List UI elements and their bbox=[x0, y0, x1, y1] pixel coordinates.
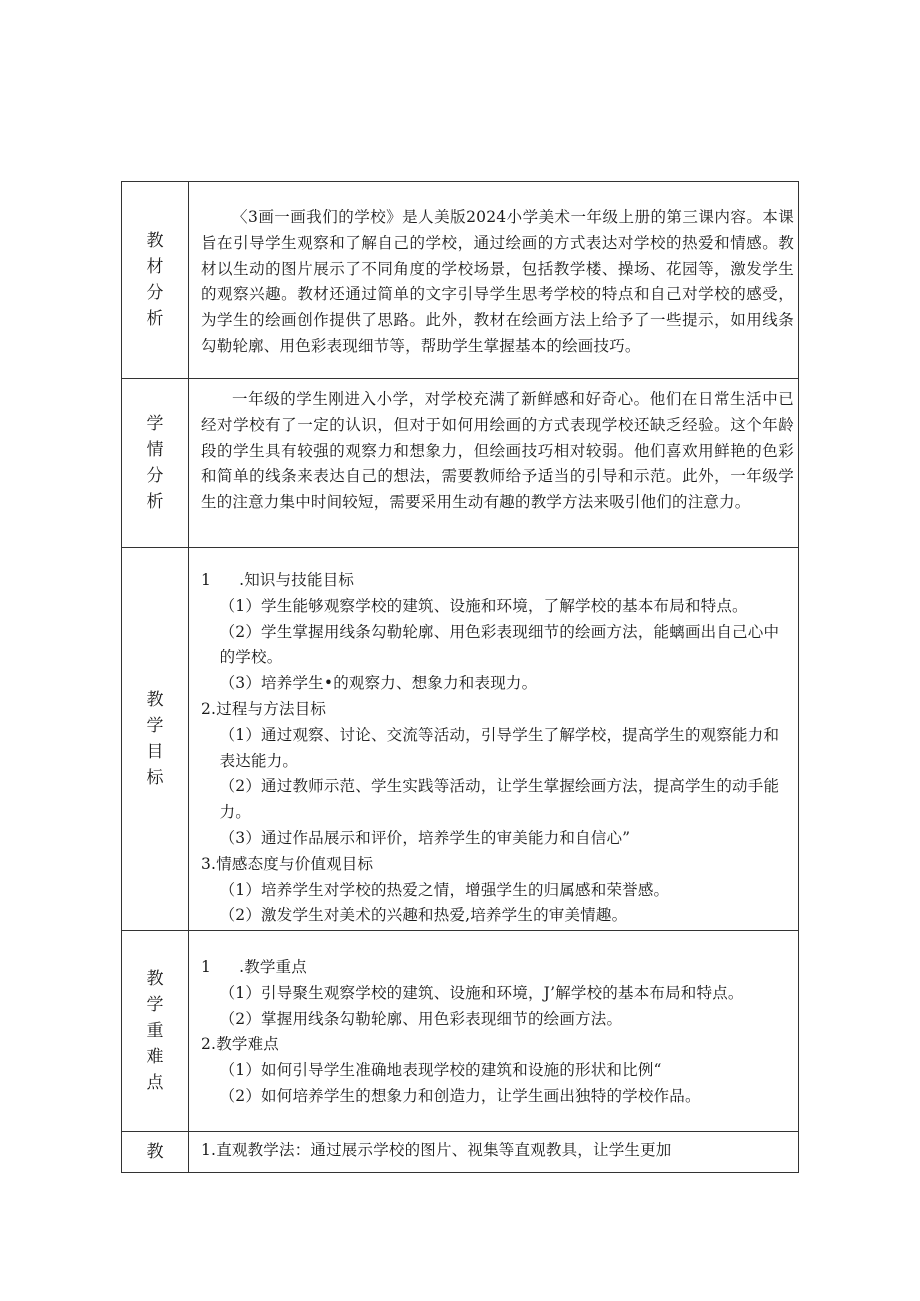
goal-heading-2: 2.过程与方法目标 bbox=[201, 699, 327, 718]
goal-item: （2）激发学生对美术的兴趣和热爱,培养学生的审美情趣。 bbox=[219, 906, 628, 925]
row-label bbox=[122, 548, 189, 931]
label-char: 点 bbox=[146, 1073, 164, 1093]
label-char: 分 bbox=[146, 283, 164, 303]
label-char: 析 bbox=[146, 492, 164, 512]
row-label bbox=[122, 182, 189, 379]
row-content bbox=[189, 379, 799, 548]
goal-item: （1）通过观察、讨论、交流等活动，引导学生了解学校，提高学生的观察能力和表达能力。 bbox=[219, 725, 780, 770]
difficult-point-item: （2）如何培养学生的想象力和创造力，让学生画出独特的学校作品。 bbox=[219, 1086, 701, 1105]
row-teaching-goals bbox=[122, 548, 799, 931]
row-label bbox=[122, 379, 189, 548]
row-content bbox=[189, 931, 799, 1132]
label-char: 材 bbox=[146, 257, 164, 277]
row-key-difficult-points bbox=[122, 931, 799, 1132]
lesson-plan-table bbox=[121, 181, 799, 1173]
key-point-item: （1）引导聚生观察学校的建筑、设施和环境，J’解学校的基本布局和特点。 bbox=[219, 983, 744, 1002]
label-char: 目 bbox=[146, 742, 164, 762]
row-teaching-methods bbox=[122, 1132, 799, 1173]
label-char: 分 bbox=[146, 466, 164, 486]
goal-item: （1）学生能够观察学校的建筑、设施和环境，了解学校的基本布局和特点。 bbox=[219, 596, 748, 615]
label-char: 教 bbox=[146, 690, 164, 710]
textbook-analysis-text: 〈3画一画我们的学校》是人美版2024小学美术一年级上册的第三课内容。本课旨在引导学生观察和了解自己的学校，通过绘画的方式表达对学校的热爱和情感。教材以生动的图片展示了不同角度的学校场景，包括教学楼、操场、花园等，激发学生的观察兴趣。教材还通过简单的文字引导学生思考学校的特点和自己对学校的感受，为学生的绘画创作提供了思路。此外，教材在绘画方法上给予了一些提示，如用线条勾勒轮廓、用色彩表现细节等，帮助学生掌握基本的绘画技巧。 bbox=[201, 208, 794, 355]
key-point-item: （2）掌握用线条勾勒轮廓、用色彩表现细节的绘画方法。 bbox=[219, 1009, 623, 1028]
label-char: 学 bbox=[146, 995, 164, 1015]
goal-item: （1）培养学生对学校的热爱之情，增强学生的归属感和荣誉感。 bbox=[219, 880, 670, 899]
row-content bbox=[189, 548, 799, 931]
label-char: 情 bbox=[146, 440, 164, 460]
difficult-point-item: （1）如何引导学生准确地表现学校的建筑和设施的形状和比例“ bbox=[219, 1061, 662, 1080]
label-char: 析 bbox=[146, 309, 164, 329]
row-content bbox=[189, 1132, 799, 1173]
row-label bbox=[122, 931, 189, 1132]
label-char: 教 bbox=[146, 231, 164, 251]
goal-item: （2）通过教师示范、学生实践等活动，让学生掌握绘画方法，提高学生的动手能力。 bbox=[219, 777, 780, 822]
row-label bbox=[122, 1132, 189, 1173]
row-content bbox=[189, 182, 799, 379]
key-point-heading: 1 .教学重点 bbox=[201, 958, 307, 976]
difficult-point-heading: 2.教学难点 bbox=[201, 1035, 279, 1054]
row-textbook-analysis bbox=[122, 182, 799, 379]
row-student-analysis bbox=[122, 379, 799, 548]
label-char: 教 bbox=[146, 969, 164, 989]
label-char: 学 bbox=[146, 716, 164, 736]
student-analysis-text: 一年级的学生刚进入小学，对学校充满了新鲜感和好奇心。他们在日常生活中已经对学校有了一定的认识，但对于如何用绘画的方式表现学校还缺乏经验。这个年龄段的学生具有较强的观察力和想象力，但绘画技巧相对较弱。他们喜欢用鲜艳的色彩和简单的线条来表达自己的想法，需要教师给予适当的引导和示范。此外，一年级学生的注意力集中时间较短，需要采用生动有趣的教学方法来吸引他们的注意力。 bbox=[201, 390, 794, 512]
goal-item: （3）培养学生•的观察力、想象力和表现力。 bbox=[219, 674, 538, 693]
label-char: 标 bbox=[146, 768, 164, 788]
label-char: 教 bbox=[146, 1142, 164, 1162]
teaching-method-item: 1.直观教学法：通过展示学校的图片、视集等直观教具，让学生更加 bbox=[201, 1141, 672, 1159]
goal-item: （3）通过作品展示和评价，培养学生的审美能力和自信心” bbox=[219, 828, 631, 847]
goal-heading-3: 3.情感态度与价值观目标 bbox=[201, 854, 374, 873]
label-char: 学 bbox=[146, 414, 164, 434]
label-char: 重 bbox=[146, 1021, 164, 1041]
goal-item: （2）学生掌握用线条勾勒轮廓、用色彩表现细节的绘画方法，能螭画出自己心中的学校。 bbox=[219, 622, 780, 667]
goal-heading-1: 1 .知识与技能目标 bbox=[201, 571, 355, 589]
label-char: 难 bbox=[146, 1047, 164, 1067]
